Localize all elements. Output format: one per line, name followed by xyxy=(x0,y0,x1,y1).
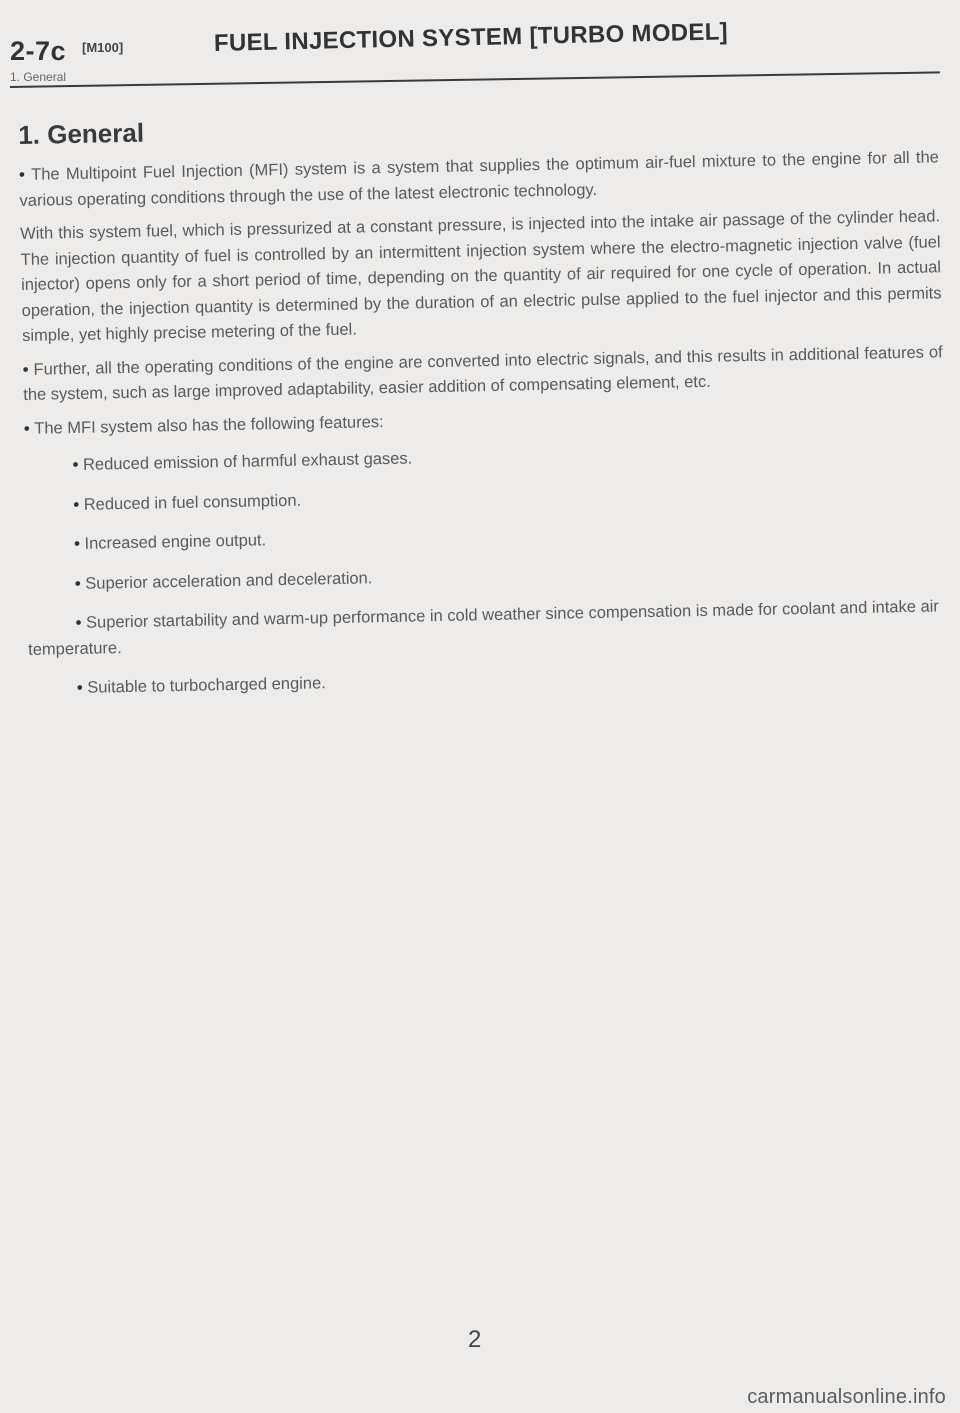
list-item xyxy=(26,515,946,558)
section-tag: [M100] xyxy=(82,40,124,55)
list-item xyxy=(25,476,945,519)
section-heading: 1. General xyxy=(18,117,145,150)
feature-list xyxy=(24,436,949,702)
section-code: 2-7c xyxy=(10,36,67,66)
breadcrumb: 1. General xyxy=(10,70,67,84)
feature-text: • Reduced in fuel consumption. xyxy=(73,491,301,513)
list-item xyxy=(29,659,949,702)
feature-text: • Suitable to turbocharged engine. xyxy=(77,674,326,697)
feature-text: • Reduced emission of harmful exhaust gases. xyxy=(72,449,412,474)
feature-text: • Superior acceleration and deceleration. xyxy=(75,569,373,593)
list-item xyxy=(27,555,947,598)
features-paragraph: • Further, all the operating conditions of the engine are converted into electric signals, and this results in additional features of the system, such as large improved adaptability, easier addition of compensating element, etc. xyxy=(23,340,944,409)
feature-text: • Superior startability and warm-up performance in cold weather since compensation is made for coolant and intake air temperature. xyxy=(28,597,939,658)
page-content xyxy=(18,102,949,716)
features-intro: • The MFI system also has the following features: xyxy=(24,399,944,442)
list-item xyxy=(24,436,944,479)
system-title: FUEL INJECTION SYSTEM [TURBO MODEL] xyxy=(213,18,729,57)
watermark-text: carmanualsonline.info xyxy=(747,1386,946,1408)
operation-paragraph: With this system fuel, which is pressurized at a constant pressure, is injected into the intake air passage of the cylinder head. The injection quantity of fuel is controlled by an intermittent injection system where the electro-magnetic injection valve (fuel injector) opens only for a short period of time, depending on the quantity of air required for one cycle of operation. In actual operation, the injection quantity is determined by the duration of an electric pulse applied to the fuel injector and this permits simple, yet highly precise metering of the fuel. xyxy=(20,207,942,345)
page-number: 2 xyxy=(468,1326,482,1353)
header-rule xyxy=(10,71,940,88)
intro-paragraph: • The Multipoint Fuel Injection (MFI) system is a system that supplies the optimum air-fuel mixture to the engine for all the various operating conditions through the use of the latest electronic technology. xyxy=(19,145,940,214)
list-item xyxy=(27,594,948,663)
feature-text: • Increased engine output. xyxy=(74,531,266,553)
